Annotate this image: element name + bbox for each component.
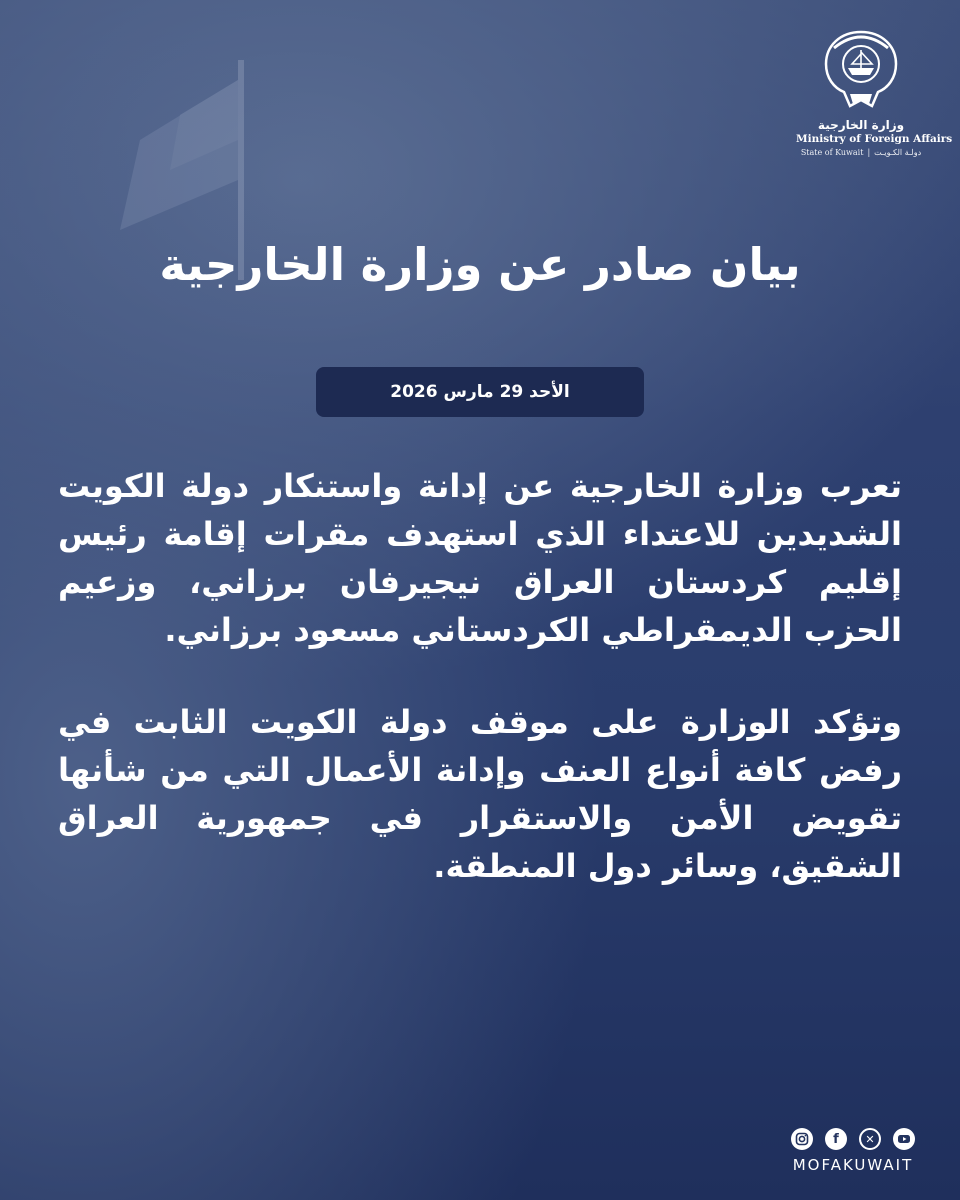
x-icon[interactable]: ✕: [859, 1128, 881, 1150]
statement-paragraph-1: تعرب وزارة الخارجية عن إدانة واستنكار دولة الكويت الشديدين للاعتداء الذي استهدف مقرات إقامة رئيس إقليم كردستان العراق نيجيرفان برزاني، وزعيم الحزب الديمقراطي الكردستاني مسعود برزاني.: [58, 467, 902, 649]
ministry-name-english: Ministry of Foreign Affairs: [796, 133, 953, 145]
state-line: [796, 147, 926, 158]
social-icons: [778, 1128, 928, 1150]
social-handle: MOFAKUWAIT: [792, 1156, 914, 1174]
statement-title: بيان صادر عن وزارة الخارجية: [159, 238, 801, 291]
instagram-icon[interactable]: [791, 1128, 813, 1150]
ministry-name-arabic: وزارة الخارجية: [817, 118, 905, 132]
state-english: State of Kuwait: [800, 148, 864, 157]
social-footer: [778, 1128, 928, 1174]
facebook-icon[interactable]: f: [825, 1128, 847, 1150]
state-separator: |: [867, 148, 871, 157]
state-arabic: دولـة الكـويـت: [874, 148, 922, 157]
kuwait-emblem-icon: [820, 28, 902, 112]
date-text: الأحد 29 مارس 2026: [390, 382, 570, 402]
statement-paragraph-2: وتؤكد الوزارة على موقف دولة الكويت الثابت في رفض كافة أنواع العنف وإدانة الأعمال التي من شأنها تقويض الأمن والاستقرار في جمهورية العراق الشقيق، وسائر دول المنطقة.: [58, 703, 902, 885]
youtube-icon[interactable]: [893, 1128, 915, 1150]
ministry-logo: [796, 28, 953, 158]
date-badge: [316, 367, 644, 417]
statement-body: [58, 462, 902, 934]
